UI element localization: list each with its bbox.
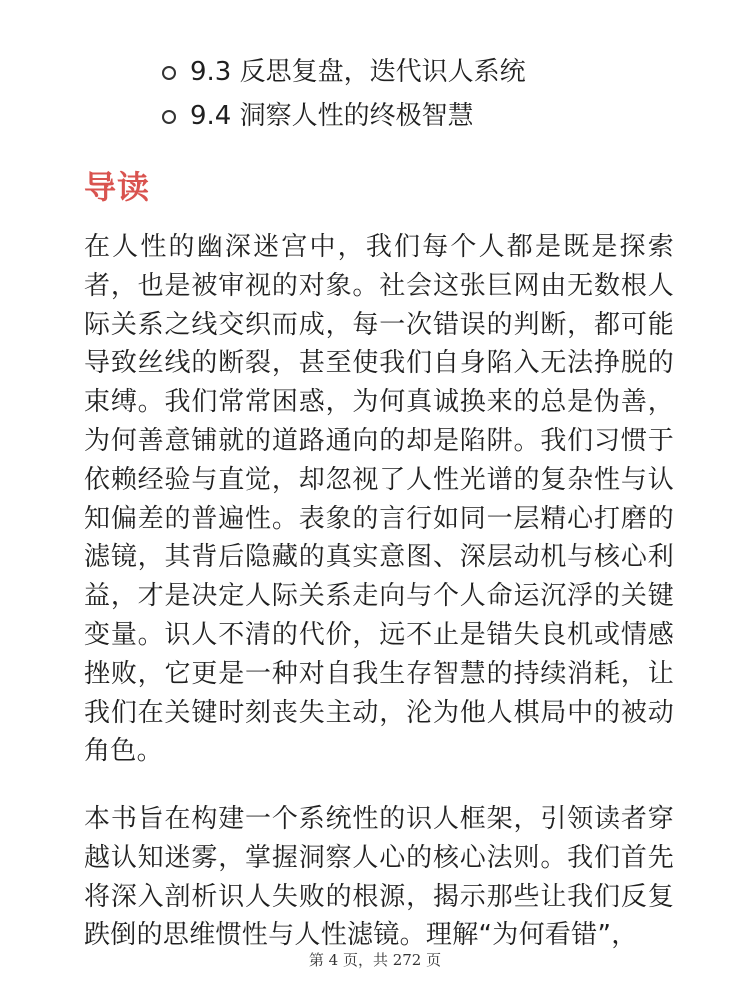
body-paragraph-2: 本书旨在构建一个系统性的识人框架，引领读者穿越认知迷雾，掌握洞察人心的核心法则。我们首先将深入剖析识人失败的根源，揭示那些让我们反复跌倒的思维惯性与人性滤镜。理解“为何看错”， [84, 804, 674, 951]
toc-item-label: 9.3 反思复盘，迭代识人系统 [190, 57, 526, 87]
section-heading: 导读 [84, 168, 151, 206]
hollow-circle-bullet-icon [162, 110, 176, 124]
toc-item-9-3[interactable] [160, 52, 526, 96]
page-number-footer: 第 4 页，共 272 页 [308, 951, 442, 969]
toc-item-label: 9.4 洞察人性的终极智慧 [190, 101, 474, 131]
toc-list [160, 52, 526, 140]
hollow-circle-bullet-icon [162, 66, 176, 80]
body-paragraph-1: 在人性的幽深迷宫中，我们每个人都是既是探索者，也是被审视的对象。社会这张巨网由无数根人际关系之线交织而成，每一次错误的判断，都可能导致丝线的断裂，甚至使我们自身陷入无法挣脱的束缚。我们常常困惑，为何真诚换来的总是伪善，为何善意铺就的道路通向的却是陷阱。我们习惯于依赖经验与直觉，却忽视了人性光谱的复杂性与认知偏差的普遍性。表象的言行如同一层精心打磨的滤镜，其背后隐藏的真实意图、深层动机与核心利益，才是决定人际关系走向与个人命运沉浮的关键变量。识人不清的代价，远不止是错失良机或情感挫败，它更是一种对自我生存智慧的持续消耗，让我们在关键时刻丧失主动，沦为他人棋局中的被动角色。 [84, 232, 674, 767]
toc-item-9-4[interactable] [160, 96, 526, 140]
